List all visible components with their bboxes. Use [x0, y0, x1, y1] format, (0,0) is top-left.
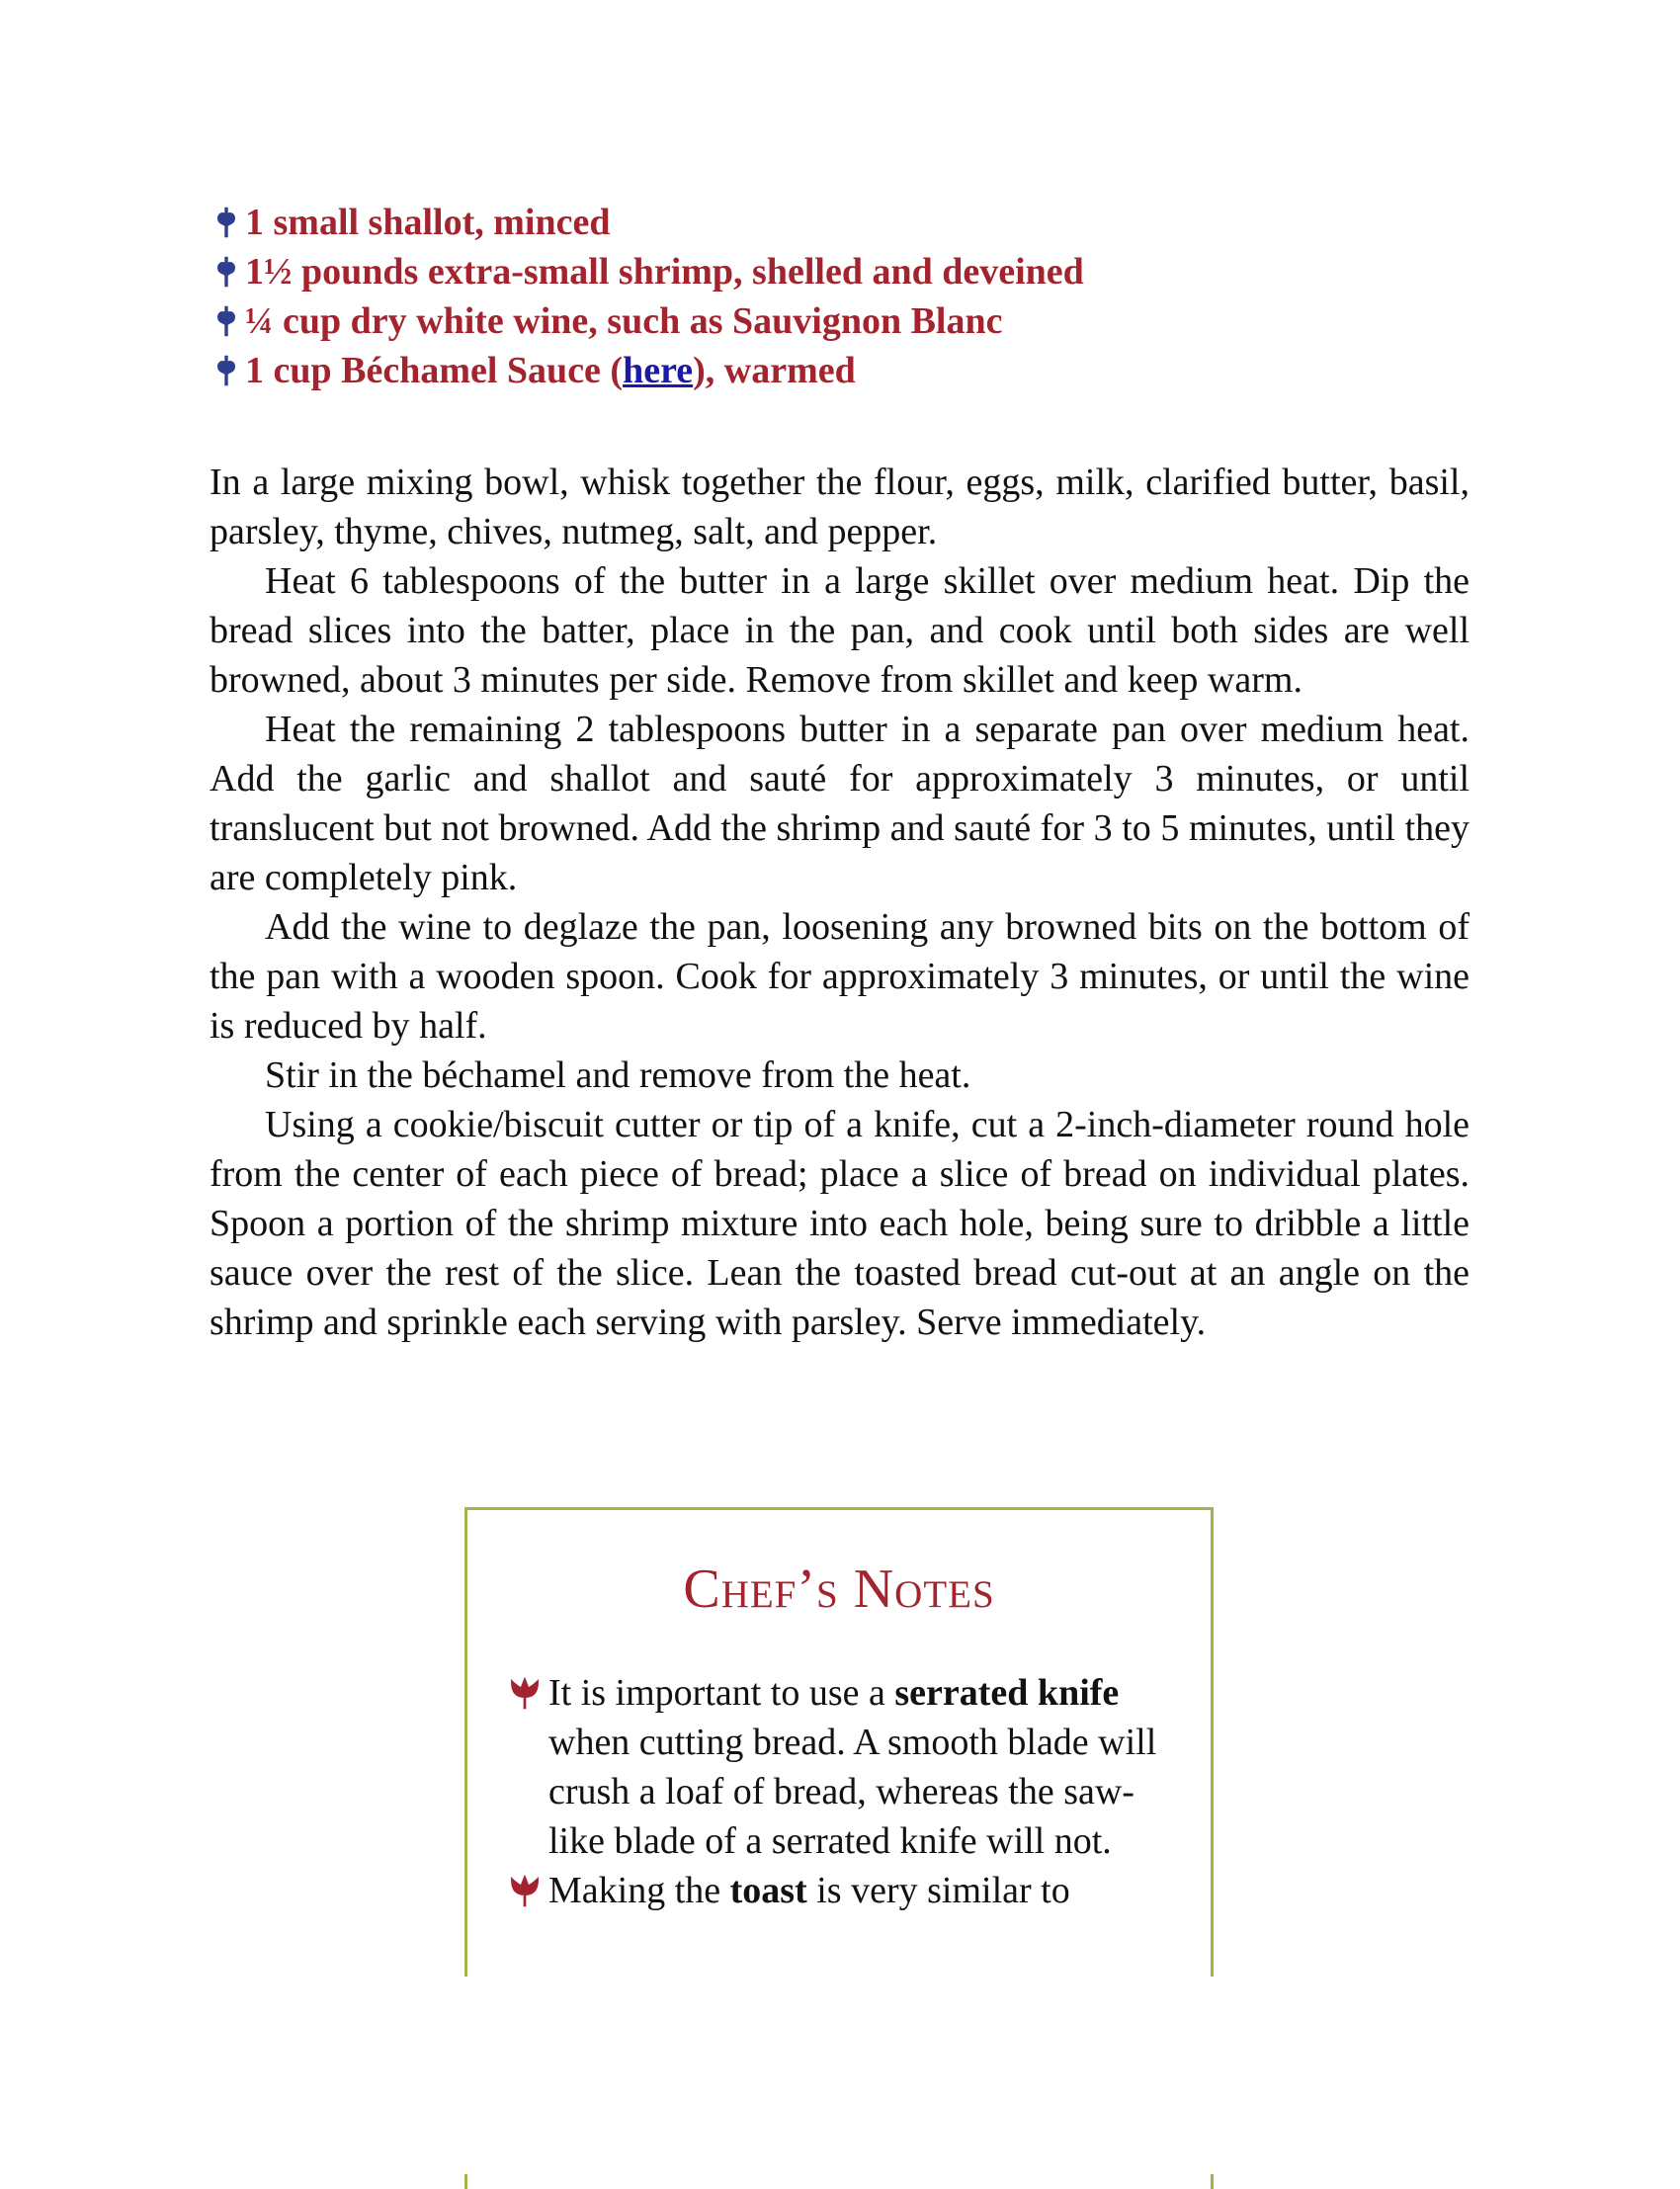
method-paragraph: Using a cookie/biscuit cutter or tip of a knife, cut a 2-inch-diameter round hole from the center of each piece of bread; place a slice of bread on individual plates. Spoon a portion of the shrimp mixture into each hole, being sure to dribble a little sauce over the rest of the slice. Lean the toasted bread cut-out at an angle on the shrimp and sprinkle each serving with parsley. Serve immediately. — [210, 1104, 1470, 1343]
fleur-bullet-icon — [210, 354, 243, 387]
fleur-bullet-icon — [210, 255, 243, 289]
ingredient-list — [210, 198, 1494, 395]
method-paragraph: Add the wine to deglaze the pan, loosening any browned bits on the bottom of the pan with a wooden spoon. Cook for approximately 3 minutes, or until the wine is reduced by half. — [210, 906, 1470, 1047]
ingredient-text: 1½ pounds extra-small shrimp, shelled and deveined — [245, 251, 1084, 293]
method-paragraph: In a large mixing bowl, whisk together the flour, eggs, milk, clarified butter, basil, parsley, thyme, chives, nutmeg, salt, and pepper. — [210, 462, 1470, 552]
bechamel-sauce-link[interactable]: here — [623, 350, 694, 391]
tulip-bullet-icon — [507, 1675, 543, 1711]
ingredient-item — [210, 247, 1494, 296]
note-text — [548, 1668, 1189, 1866]
tulip-bullet-icon — [507, 1873, 543, 1908]
chefs-notes-title: Chef’s Notes — [683, 1558, 995, 1620]
note-text-part: when cutting bread. A smooth blade will crush a loaf of bread, whereas the saw-like blade of a serrated knife will not. — [548, 1722, 1157, 1862]
method-paragraph: Heat the remaining 2 tablespoons butter in a separate pan over medium heat. Add the garlic and shallot and sauté for approximately 3 minutes, or until translucent but not browned. Add the shrimp and sauté for 3 to 5 minutes, until they are completely pink. — [210, 709, 1470, 898]
method-paragraph: Stir in the béchamel and remove from the heat. — [265, 1054, 971, 1096]
ingredient-item — [210, 346, 1494, 395]
note-text-part: is very similar to — [806, 1870, 1070, 1911]
ingredient-item — [210, 198, 1494, 247]
ingredient-text-after-link: ), warmed — [693, 350, 856, 391]
note-text-part: It is important to use a — [548, 1672, 895, 1714]
page-bottom-margin — [0, 1977, 1680, 2174]
note-text — [548, 1866, 1070, 1915]
note-bold-term: toast — [729, 1870, 807, 1911]
ingredient-text: 1 small shallot, minced — [245, 202, 611, 243]
fleur-bullet-icon — [210, 304, 243, 338]
chefs-notes-list — [507, 1668, 1189, 1915]
note-item — [507, 1866, 1189, 1915]
note-text-part: Making the — [548, 1870, 730, 1911]
note-item — [507, 1668, 1189, 1866]
method-paragraph: Heat 6 tablespoons of the butter in a large skillet over medium heat. Dip the bread slices into the batter, place in the pan, and cook until both sides are well browned, about 3 minutes per side. Remove from skillet and keep warm. — [210, 560, 1470, 701]
method-text — [210, 458, 1470, 1347]
note-bold-term: serrated knife — [894, 1672, 1120, 1714]
fleur-bullet-icon — [210, 206, 243, 239]
ingredient-text-before-link: 1 cup Béchamel Sauce ( — [245, 350, 624, 391]
ingredient-text: ¼ cup dry white wine, such as Sauvignon Blanc — [245, 300, 1003, 342]
ingredient-item — [210, 296, 1494, 346]
